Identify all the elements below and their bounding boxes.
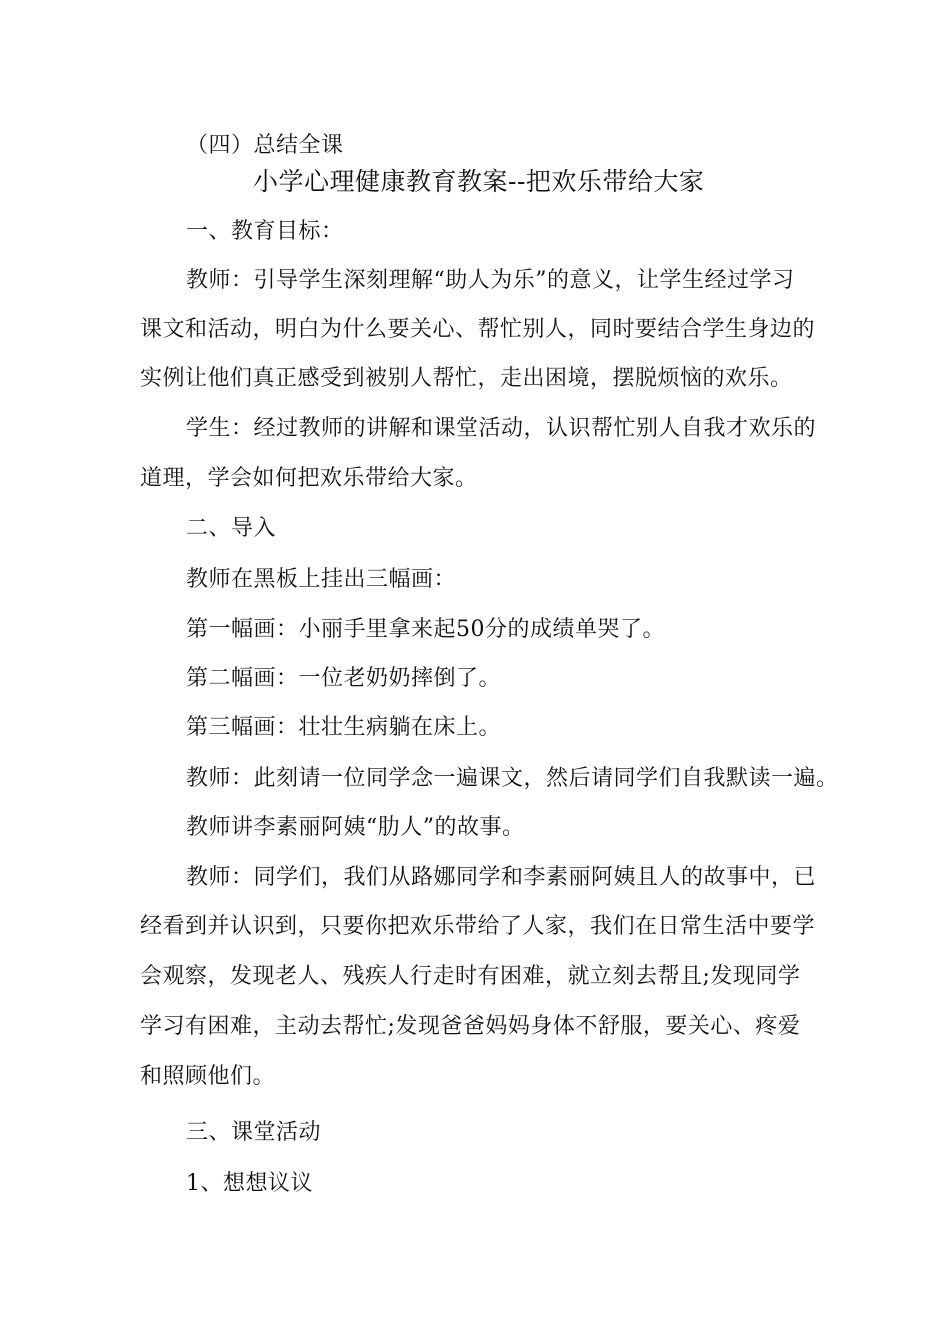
document-title: 小学心理健康教育教案--把欢乐带给大家 [253, 167, 705, 196]
intro-heading: 二、导入 [186, 516, 277, 541]
intro-line-3: 第二幅画：一位老奶奶摔倒了。 [186, 666, 502, 691]
summary-line-5: 和照顾他们。 [140, 1064, 276, 1089]
intro-line-1: 教师在黑板上挂出三幅画： [186, 567, 457, 592]
intro-line-2: 第一幅画：小丽手里拿来起50分的成绩单哭了。 [186, 617, 665, 642]
activity-sub-heading: 1、想想议议 [186, 1171, 313, 1196]
section-label: （四）总结全课 [186, 133, 344, 158]
student-goal-line-1: 学生：经过教师的讲解和课堂活动，认识帮忙别人自我才欢乐的 [186, 416, 817, 441]
goals-heading: 一、教育目标： [186, 219, 344, 244]
summary-line-1: 教师：同学们，我们从路娜同学和李素丽阿姨且人的故事中，已 [186, 865, 817, 890]
student-goal-line-2: 道理，学会如何把欢乐带给大家。 [140, 466, 478, 491]
intro-line-6: 教师讲李素丽阿姨“肋人”的故事。 [186, 815, 525, 840]
summary-line-2: 经看到并认识到，只要你把欢乐带给了人家，我们在日常生活中要学 [140, 914, 816, 939]
summary-line-4: 学习有困难，主动去帮忙;发现爸爸妈妈身体不舒服，要关心、疼爱 [140, 1014, 801, 1039]
summary-line-3: 会观察，发现老人、残疾人行走时有困难，就立刻去帮且;发现同学 [140, 964, 801, 989]
teacher-goal-line-3: 实例让他们真正感受到被别人帮忙，走出困境，摆脱烦恼的欢乐。 [140, 366, 793, 391]
activity-heading: 三、课堂活动 [186, 1120, 322, 1145]
teacher-goal-line-1: 教师：引导学生深刻理解“助人为乐”的意义，让学生经过学习 [186, 268, 795, 293]
intro-line-4: 第三幅画：壮壮生病躺在床上。 [186, 715, 502, 740]
teacher-goal-line-2: 课文和活动，明白为什么要关心、帮忙别人，同时要结合学生身边的 [140, 317, 816, 342]
intro-line-5: 教师：此刻请一位同学念一遍课文，然后请同学们自我默读一遍。 [186, 766, 839, 791]
